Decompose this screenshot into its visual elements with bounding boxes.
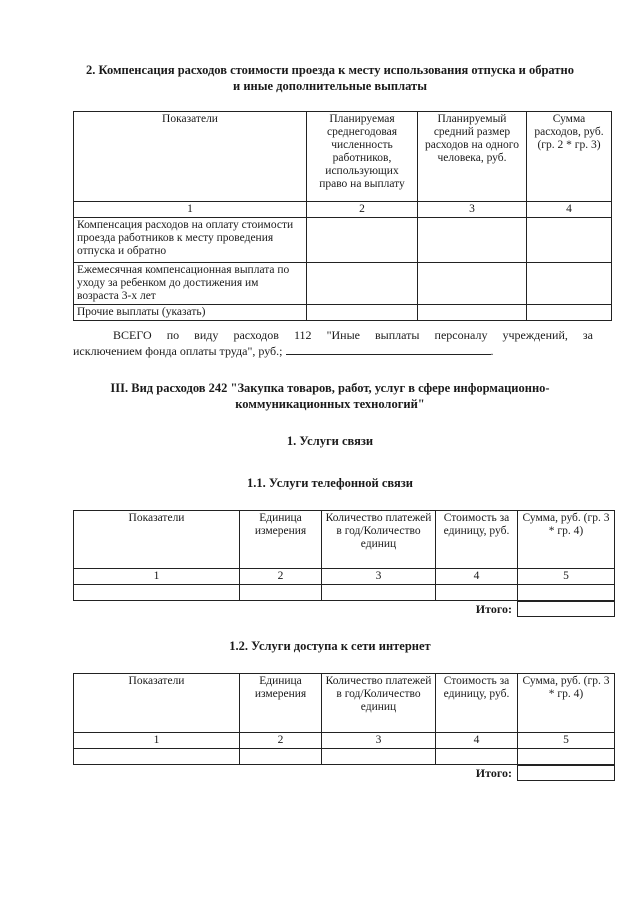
header-quantity: Количество платежей в год/Количество единиц xyxy=(322,511,436,569)
table-number-row xyxy=(74,569,615,585)
col-number: 3 xyxy=(322,569,436,585)
table-cell[interactable] xyxy=(307,305,418,321)
table-cell[interactable] xyxy=(322,749,436,765)
table-cell[interactable] xyxy=(74,585,240,601)
internet-itogo-label: Итого: xyxy=(475,766,512,780)
header-expense-sum: Сумма расходов, руб. (гр. 2 * гр. 3) xyxy=(527,112,612,202)
section2-total-line1 xyxy=(113,327,593,343)
table-header-row xyxy=(74,674,615,733)
col-number: 3 xyxy=(418,202,527,218)
table-header-row xyxy=(74,511,615,569)
col-number: 3 xyxy=(322,733,436,749)
table-cell[interactable] xyxy=(240,585,322,601)
col-number: 4 xyxy=(527,202,612,218)
table-number-row xyxy=(74,733,615,749)
header-quantity: Количество платежей в год/Количество единиц xyxy=(322,674,436,733)
table-cell[interactable] xyxy=(322,585,436,601)
table-cell[interactable] xyxy=(527,263,612,305)
total-line2-text: исключением фонда оплаты труда", руб.; xyxy=(73,344,283,358)
header-indicators: Показатели xyxy=(74,112,307,202)
section2-table xyxy=(73,111,612,321)
table-cell[interactable] xyxy=(436,749,518,765)
section3-title-line2: коммуникационных технологий" xyxy=(235,397,425,411)
table-cell[interactable] xyxy=(418,305,527,321)
total-line1-text: ВСЕГО по виду расходов 112 "Иные выплаты персоналу учреждений, за xyxy=(113,328,593,342)
table-row xyxy=(74,218,612,263)
col-number: 2 xyxy=(240,733,322,749)
table-row xyxy=(74,263,612,305)
internet-itogo-field[interactable] xyxy=(517,765,615,781)
col-number: 1 xyxy=(74,733,240,749)
table-cell[interactable] xyxy=(307,218,418,263)
header-unit: Единица измерения xyxy=(240,674,322,733)
col-number: 1 xyxy=(74,569,240,585)
table-cell[interactable] xyxy=(527,218,612,263)
header-unit-cost: Стоимость за единицу, руб. xyxy=(436,674,518,733)
header-sum: Сумма, руб. (гр. 3 * гр. 4) xyxy=(518,511,615,569)
telephone-itogo-field[interactable] xyxy=(517,601,615,617)
subsection-communication-title: 1. Услуги связи xyxy=(286,434,374,448)
section2-title-line1: 2. Компенсация расходов стоимости проезда к месту использования отпуска и обратно xyxy=(86,63,574,77)
table-cell[interactable] xyxy=(418,218,527,263)
header-indicators: Показатели xyxy=(74,674,240,733)
internet-table xyxy=(73,673,615,765)
row-label: Прочие выплаты (указать) xyxy=(74,305,307,321)
table-row xyxy=(74,749,615,765)
section2-title-line2: и иные дополнительные выплаты xyxy=(233,79,427,93)
header-unit-cost: Стоимость за единицу, руб. xyxy=(436,511,518,569)
header-indicators: Показатели xyxy=(74,511,240,569)
row-label: Ежемесячная компенсационная выплата по уходу за ребенком до достижения им возраста 3-х лет xyxy=(74,263,307,305)
table-cell[interactable] xyxy=(518,585,615,601)
table-cell[interactable] xyxy=(418,263,527,305)
table-cell[interactable] xyxy=(527,305,612,321)
table-cell[interactable] xyxy=(74,749,240,765)
header-sum: Сумма, руб. (гр. 3 * гр. 4) xyxy=(518,674,615,733)
col-number: 5 xyxy=(518,569,615,585)
table-number-row xyxy=(74,202,612,218)
table-header-row xyxy=(74,112,612,202)
row-label: Компенсация расходов на оплату стоимости проезда работников к месту проведения отпуска и обратно xyxy=(74,218,307,263)
header-planned-avg-cost: Планируемый средний размер расходов на одного человека, руб. xyxy=(418,112,527,202)
header-planned-headcount: Планируемая среднегодовая численность работников, использующих право на выплату xyxy=(307,112,418,202)
col-number: 1 xyxy=(74,202,307,218)
subsection-telephone-title: 1.1. Услуги телефонной связи xyxy=(247,476,413,490)
telephone-table xyxy=(73,510,615,601)
subsection-internet-title: 1.2. Услуги доступа к сети интернет xyxy=(229,639,431,653)
table-row xyxy=(74,585,615,601)
header-unit: Единица измерения xyxy=(240,511,322,569)
col-number: 2 xyxy=(240,569,322,585)
col-number: 4 xyxy=(436,733,518,749)
table-cell[interactable] xyxy=(436,585,518,601)
section3-title-line1: III. Вид расходов 242 "Закупка товаров, работ, услуг в сфере информационно- xyxy=(110,381,550,395)
total-blank-field[interactable] xyxy=(286,343,491,355)
table-row xyxy=(74,305,612,321)
table-cell[interactable] xyxy=(518,749,615,765)
col-number: 4 xyxy=(436,569,518,585)
section2-total-line2 xyxy=(73,343,593,359)
col-number: 5 xyxy=(518,733,615,749)
table-cell[interactable] xyxy=(240,749,322,765)
total-line2-end: . xyxy=(490,344,494,358)
table-cell[interactable] xyxy=(307,263,418,305)
telephone-itogo-label: Итого: xyxy=(475,602,512,616)
col-number: 2 xyxy=(307,202,418,218)
